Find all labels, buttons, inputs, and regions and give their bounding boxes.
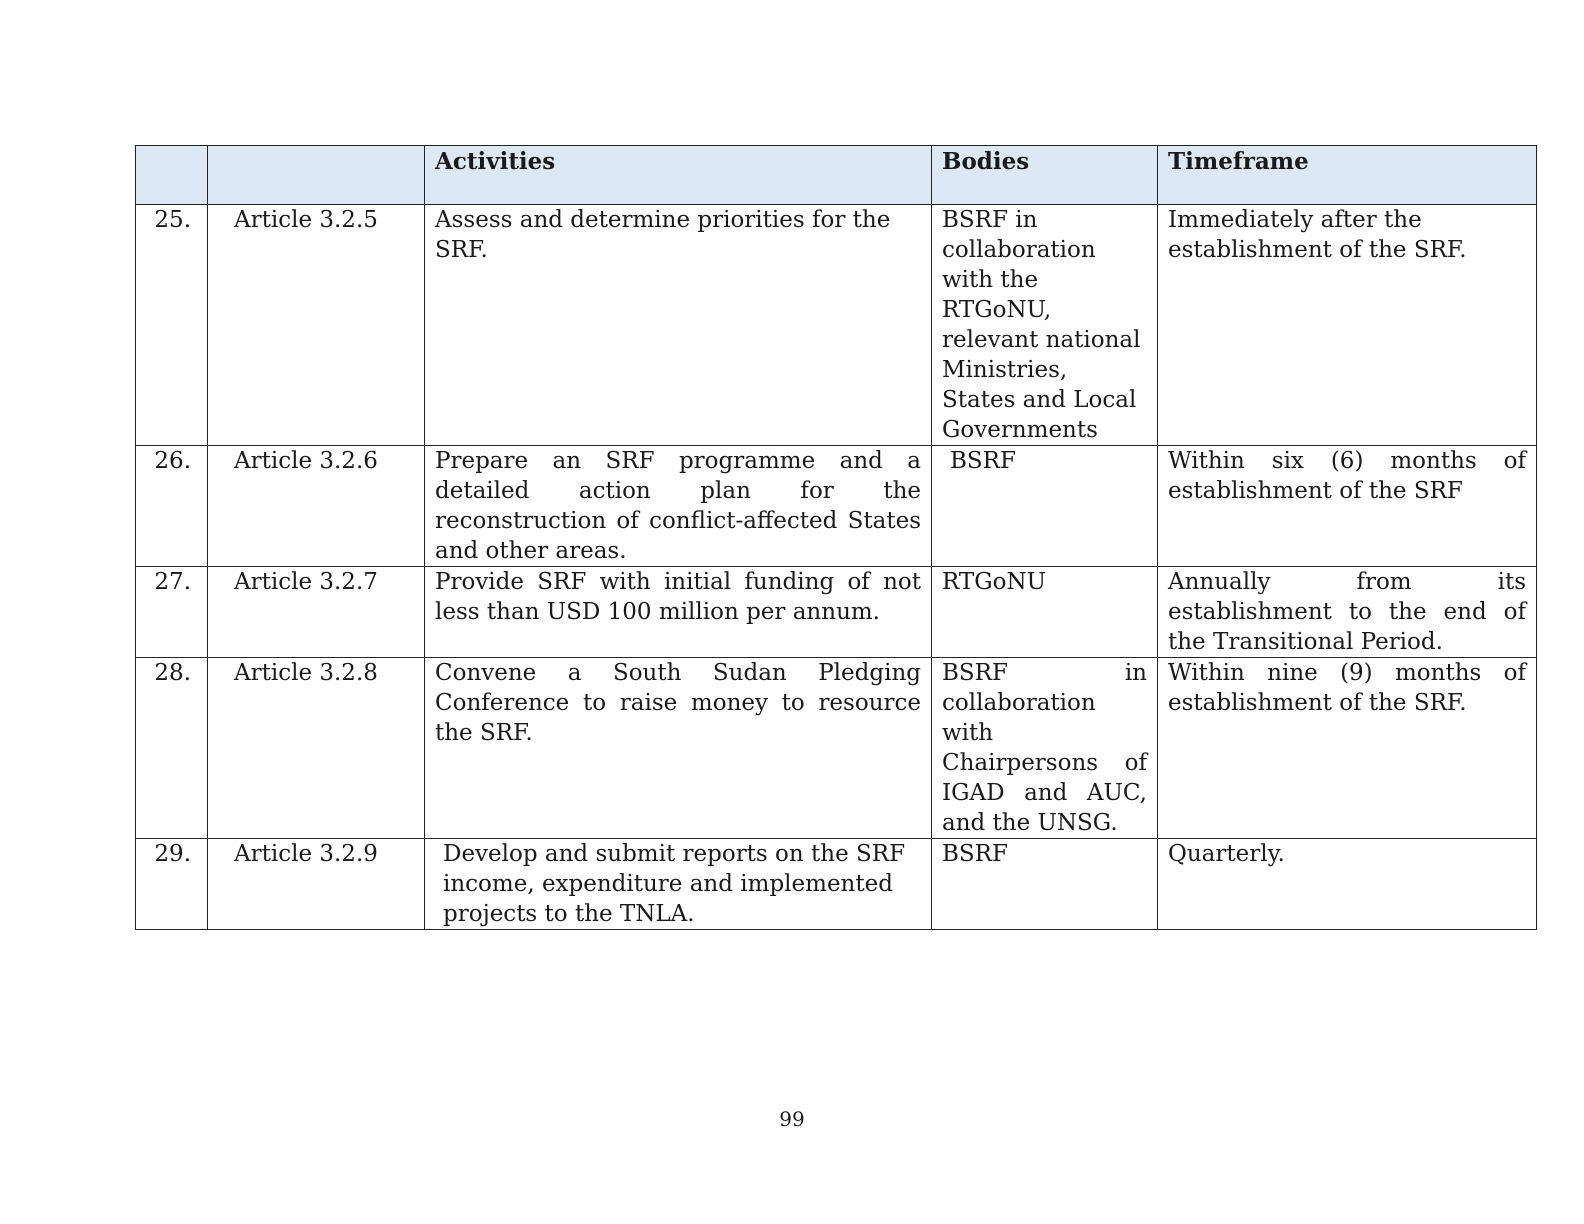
table-row	[136, 658, 1537, 839]
table-row	[136, 839, 1537, 930]
row-number: 26.	[136, 446, 208, 567]
row-article: Article 3.2.8	[208, 658, 425, 839]
row-timeframe: Within six (6) months of establishment of the SRF	[1158, 446, 1537, 567]
row-timeframe: Immediately after the establishment of the SRF.	[1158, 205, 1537, 446]
row-number: 27.	[136, 567, 208, 658]
table-row	[136, 567, 1537, 658]
header-timeframe: Timeframe	[1158, 146, 1537, 205]
row-bodies: BSRF	[932, 446, 1158, 567]
page-number: 99	[779, 1107, 805, 1131]
header-activities: Activities	[425, 146, 932, 205]
header-bodies: Bodies	[932, 146, 1158, 205]
row-bodies: BSRF in collaboration with the RTGoNU, relevant national Ministries, States and Local Governments	[932, 205, 1158, 446]
row-article: Article 3.2.5	[208, 205, 425, 446]
row-activity: Prepare an SRF programme and a detailed action plan for the reconstruction of conflict-affected States and other areas.	[425, 446, 932, 567]
header-article	[208, 146, 425, 205]
row-article: Article 3.2.7	[208, 567, 425, 658]
row-number: 29.	[136, 839, 208, 930]
row-timeframe: Annually from its establishment to the end of the Transitional Period.	[1158, 567, 1537, 658]
row-bodies: RTGoNU	[932, 567, 1158, 658]
table-row	[136, 205, 1537, 446]
header-number	[136, 146, 208, 205]
row-number: 28.	[136, 658, 208, 839]
row-activity: Provide SRF with initial funding of not less than USD 100 million per annum.	[425, 567, 932, 658]
row-article: Article 3.2.6	[208, 446, 425, 567]
row-activity: Convene a South Sudan Pledging Conference to raise money to resource the SRF.	[425, 658, 932, 839]
table-header-row	[136, 146, 1537, 205]
table-row	[136, 446, 1537, 567]
row-activity: Develop and submit reports on the SRF income, expenditure and implemented projects to the TNLA.	[425, 839, 932, 930]
row-number: 25.	[136, 205, 208, 446]
row-activity: Assess and determine priorities for the SRF.	[425, 205, 932, 446]
row-timeframe: Within nine (9) months of establishment of the SRF.	[1158, 658, 1537, 839]
implementation-matrix-table	[135, 145, 1537, 930]
row-timeframe: Quarterly.	[1158, 839, 1537, 930]
row-bodies: BSRF in collaboration with Chairpersons of IGAD and AUC, and the UNSG.	[932, 658, 1158, 839]
row-article: Article 3.2.9	[208, 839, 425, 930]
row-bodies: BSRF	[932, 839, 1158, 930]
